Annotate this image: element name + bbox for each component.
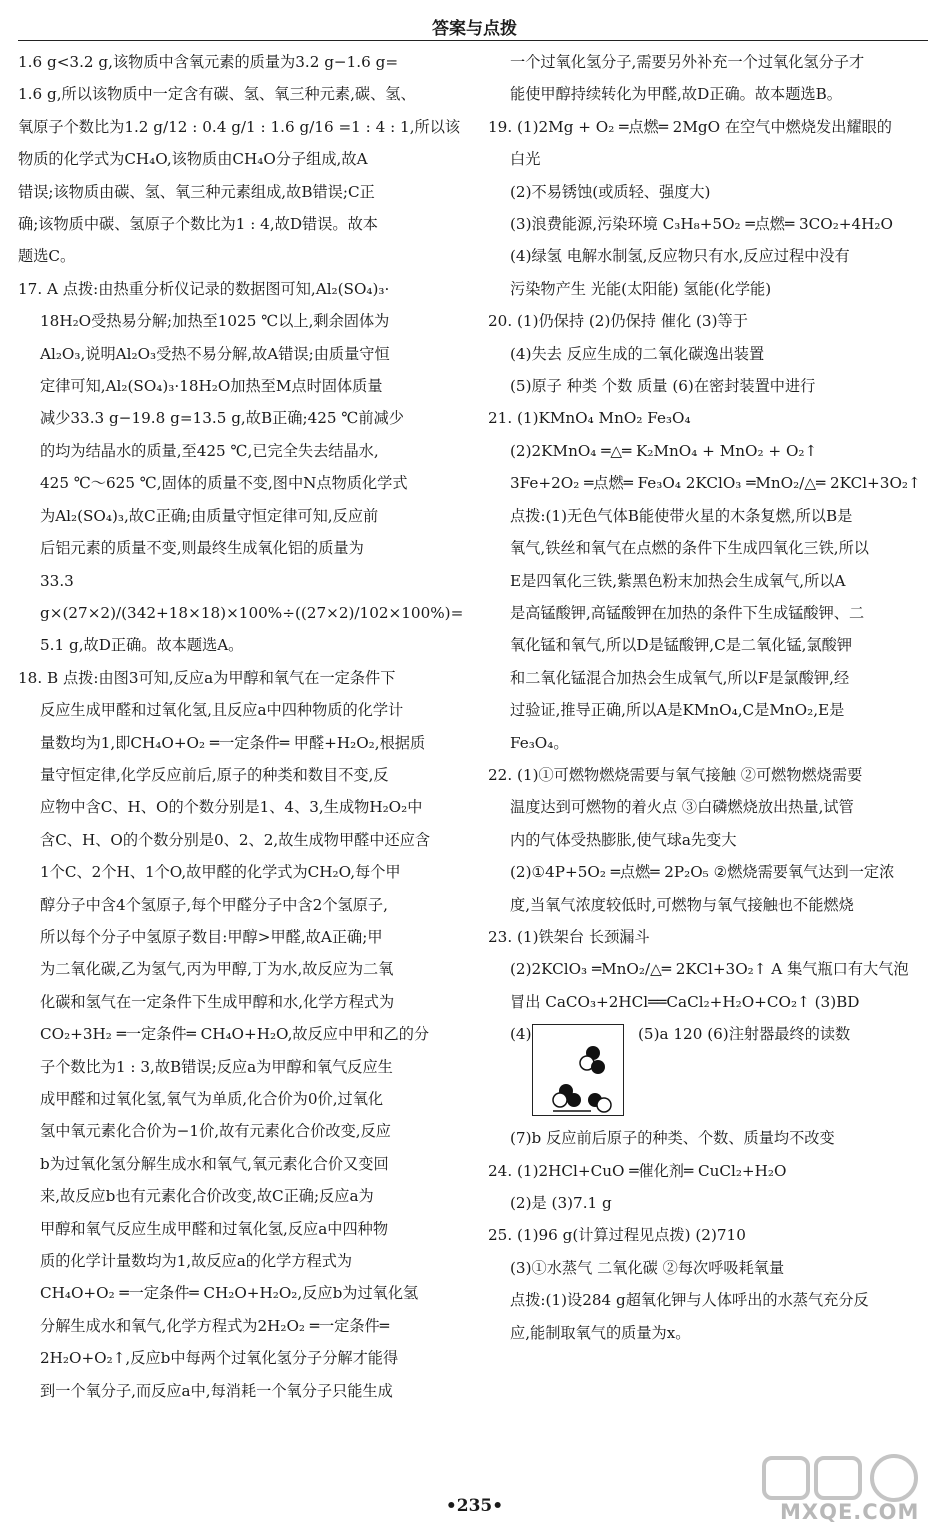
page-header: 答案与点拨 <box>432 19 517 39</box>
text-line: 内的气体受热膨胀,使气球a先变大 <box>510 830 737 849</box>
text-line: (4)失去 反应生成的二氧化碳逸出装置 <box>510 344 765 363</box>
molecule-diagram-icon <box>533 1025 623 1115</box>
text-line: 点拨:(1)设284 g超氧化钾与人体呼出的水蒸气充分反 <box>510 1291 869 1310</box>
text-line: Al₂O₃,说明Al₂O₃受热不易分解,故A错误;由质量守恒 <box>40 344 390 363</box>
text-line: 化碳和氢气在一定条件下生成甲醇和水,化学方程式为 <box>40 992 395 1011</box>
text-line: (2)2KClO₃ ═MnO₂/△═ 2KCl+3O₂↑ A 集气瓶口有大气泡 <box>510 960 909 979</box>
text-line: 1个C、2个H、1个O,故甲醛的化学式为CH₂O,每个甲 <box>40 863 401 882</box>
text-line: 1.6 g,所以该物质中一定含有碳、氢、氧三种元素,碳、氢、 <box>18 85 416 104</box>
answer-24-line: 24. (1)2HCl+CuO ═催化剂═ CuCl₂+H₂O <box>488 1161 787 1180</box>
answer-23-line: 23. (1)铁架台 长颈漏斗 <box>488 927 650 946</box>
text-line: 减少33.3 g−19.8 g=13.5 g,故B正确;425 ℃前减少 <box>40 409 404 428</box>
left-column <box>18 46 466 1407</box>
text-line: 度,当氧气浓度较低时,可燃物与氧气接触也不能燃烧 <box>510 895 854 914</box>
text-line: 氧气,铁丝和氧气在点燃的条件下生成四氧化三铁,所以 <box>510 539 869 558</box>
text-line: 质的化学计量数均为1,故反应a的化学方程式为 <box>40 1252 353 1271</box>
watermark-text: MXQE.COM <box>780 1500 920 1524</box>
text-line: 温度达到可燃物的着火点 ③白磷燃烧放出热量,试管 <box>510 798 854 817</box>
header-rule <box>18 40 928 41</box>
text-line: (3)浪费能源,污染环境 C₃H₈+5O₂ ═点燃═ 3CO₂+4H₂O <box>510 215 893 234</box>
text-line: (4)绿氢 电解水制氢,反应物只有水,反应过程中没有 <box>510 247 850 266</box>
text-line: 污染物产生 光能(太阳能) 氢能(化学能) <box>510 279 772 298</box>
answer-25-line: 25. (1)96 g(计算过程见点拨) (2)710 <box>488 1226 746 1245</box>
answer-20-line: 20. (1)仍保持 (2)仍保持 催化 (3)等于 <box>488 312 748 331</box>
text-line: 物质的化学式为CH₄O,该物质由CH₄O分子组成,故A <box>18 150 368 169</box>
text-line: Fe₃O₄。 <box>510 733 569 752</box>
text-line: 所以每个分子中氢原子数目:甲醇>甲醛,故A正确;甲 <box>40 927 383 946</box>
right-column <box>488 46 934 1349</box>
text-line: 33.3 g×(27×2)/(342+18×18)×100%÷((27×2)/102×100%)= <box>40 571 464 622</box>
watermark-icon <box>754 1452 934 1502</box>
text-line: b为过氧化氢分解生成水和氧气,氧元素化合价又变回 <box>40 1154 389 1173</box>
text-line: 1.6 g<3.2 g,该物质中含氧元素的质量为3.2 g−1.6 g= <box>18 53 399 71</box>
text-line: 应物中含C、H、O的个数分别是1、4、3,生成物H₂O₂中 <box>40 798 423 817</box>
text-line: 定律可知,Al₂(SO₄)₃·18H₂O加热至M点时固体质量 <box>40 377 383 396</box>
text-line: 白光 <box>510 150 541 169</box>
text-line: E是四氧化三铁,紫黑色粉末加热会生成氧气,所以A <box>510 571 846 590</box>
text-line: 含C、H、O的个数分别是0、2、2,故生成物甲醛中还应含 <box>40 830 431 849</box>
answer-18-line: 18. B 点拨:由图3可知,反应a为甲醇和氧气在一定条件下 <box>18 668 396 687</box>
answer-17-line: 17. A 点拨:由热重分析仪记录的数据图可知,Al₂(SO₄)₃· <box>18 279 390 298</box>
text-line: CO₂+3H₂ ═一定条件═ CH₄O+H₂O,故反应中甲和乙的分 <box>40 1025 430 1044</box>
text-line: 反应生成甲醛和过氧化氢,且反应a中四种物质的化学计 <box>40 701 404 720</box>
watermark-logo <box>754 1452 934 1530</box>
text-line: 醇分子中含4个氢原子,每个甲醛分子中含2个氢原子, <box>40 895 388 914</box>
answer-21-line: 21. (1)KMnO₄ MnO₂ Fe₃O₄ <box>488 409 691 428</box>
text-line: 来,故反应b也有元素化合价改变,故C正确;反应a为 <box>40 1187 374 1206</box>
text-line: 错误;该物质由碳、氢、氧三种元素组成,故B错误;C正 <box>18 182 375 201</box>
text-line: 冒出 CaCO₃+2HCl══CaCl₂+H₂O+CO₂↑ (3)BD <box>510 992 860 1011</box>
text-line: 点拨:(1)无色气体B能使带火星的木条复燃,所以B是 <box>510 506 853 525</box>
text-line: 3Fe+2O₂ ═点燃═ Fe₃O₄ 2KClO₃ ═MnO₂/△═ 2KCl+3O₂↑ <box>510 474 921 493</box>
text-line: 到一个氧分子,而反应a中,每消耗一个氧分子只能生成 <box>40 1381 393 1400</box>
part-label: (4) <box>510 1025 532 1044</box>
text-line: 氢中氧元素化合价为−1价,故有元素化合价改变,反应 <box>40 1122 391 1141</box>
text-line: (5)a 120 (6)注射器最终的读数 <box>638 1025 851 1044</box>
text-line: 和二氧化锰混合加热会生成氧气,所以F是氯酸钾,经 <box>510 668 850 687</box>
text-line: 后铝元素的质量不变,则最终生成氧化铝的质量为 <box>40 539 364 558</box>
text-line: 的均为结晶水的质量,至425 ℃,已完全失去结晶水, <box>40 441 379 460</box>
particle-diagram <box>532 1024 624 1116</box>
text-line: 确;该物质中碳、氢原子个数比为1 : 4,故D错误。故本 <box>18 215 378 234</box>
text-line: (5)原子 种类 个数 质量 (6)在密封装置中进行 <box>510 377 816 396</box>
text-line: 分解生成水和氧气,化学方程式为2H₂O₂ ═一定条件═ <box>40 1316 389 1335</box>
text-line: 子个数比为1 : 3,故B错误;反应a为甲醇和氧气反应生 <box>40 1057 393 1076</box>
text-line: 成甲醛和过氧化氢,氧气为单质,化合价为0价,过氧化 <box>40 1090 384 1108</box>
text-line: (7)b 反应前后原子的种类、个数、质量均不改变 <box>510 1129 835 1148</box>
text-line: (2)2KMnO₄ ═△═ K₂MnO₄ + MnO₂ + O₂↑ <box>510 441 818 460</box>
text-line: 5.1 g,故D正确。故本题选A。 <box>40 636 244 655</box>
text-line: (2)是 (3)7.1 g <box>510 1194 612 1212</box>
text-line: 量守恒定律,化学反应前后,原子的种类和数目不变,反 <box>40 765 389 784</box>
text-line: 氧化锰和氧气,所以D是锰酸钾,C是二氧化锰,氯酸钾 <box>510 636 853 655</box>
text-line: 是高锰酸钾,高锰酸钾在加热的条件下生成锰酸钾、二 <box>510 603 865 622</box>
page-number: •235• <box>445 1496 504 1516</box>
text-line: 为Al₂(SO₄)₃,故C正确;由质量守恒定律可知,反应前 <box>40 506 379 525</box>
text-line: 能使甲醇持续转化为甲醛,故D正确。故本题选B。 <box>510 85 842 104</box>
text-line: 425 ℃～625 ℃,固体的质量不变,图中N点物质化学式 <box>40 474 408 493</box>
text-line: 量数均为1,即CH₄O+O₂ ═一定条件═ 甲醛+H₂O₂,根据质 <box>40 733 426 752</box>
text-line: 应,能制取氧气的质量为x。 <box>510 1323 691 1342</box>
text-line: 氧原子个数比为1.2 g/12 : 0.4 g/1 : 1.6 g/16 =1 : 4 : 1,所以该 <box>18 117 461 136</box>
text-line: CH₄O+O₂ ═一定条件═ CH₂O+H₂O₂,反应b为过氧化氢 <box>40 1284 419 1303</box>
answer-22-line: 22. (1)①可燃物燃烧需要与氧气接触 ②可燃物燃烧需要 <box>488 765 863 784</box>
text-line: (3)①水蒸气 二氧化碳 ②每次呼吸耗氧量 <box>510 1258 785 1277</box>
text-line: 一个过氧化氢分子,需要另外补充一个过氧化氢分子才 <box>510 53 865 71</box>
text-line: 题选C。 <box>18 247 76 266</box>
text-line: 18H₂O受热易分解;加热至1025 ℃以上,剩余固体为 <box>40 312 390 331</box>
text-line: 为二氧化碳,乙为氢气,丙为甲醇,丁为水,故反应为二氧 <box>40 960 394 979</box>
text-line: (2)不易锈蚀(或质轻、强度大) <box>510 182 711 201</box>
text-line: 2H₂O+O₂↑,反应b中每两个过氧化氢分子分解才能得 <box>40 1349 399 1368</box>
text-line: 过验证,推导正确,所以A是KMnO₄,C是MnO₂,E是 <box>510 701 845 720</box>
text-line: 甲醇和氧气反应生成甲醛和过氧化氢,反应a中四种物 <box>40 1219 389 1238</box>
answer-23-part4 <box>488 1018 934 1122</box>
text-line: (2)①4P+5O₂ ═点燃═ 2P₂O₅ ②燃烧需要氧气达到一定浓 <box>510 863 895 882</box>
answer-19-line: 19. (1)2Mg + O₂ ═点燃═ 2MgO 在空气中燃烧发出耀眼的 <box>488 117 892 136</box>
